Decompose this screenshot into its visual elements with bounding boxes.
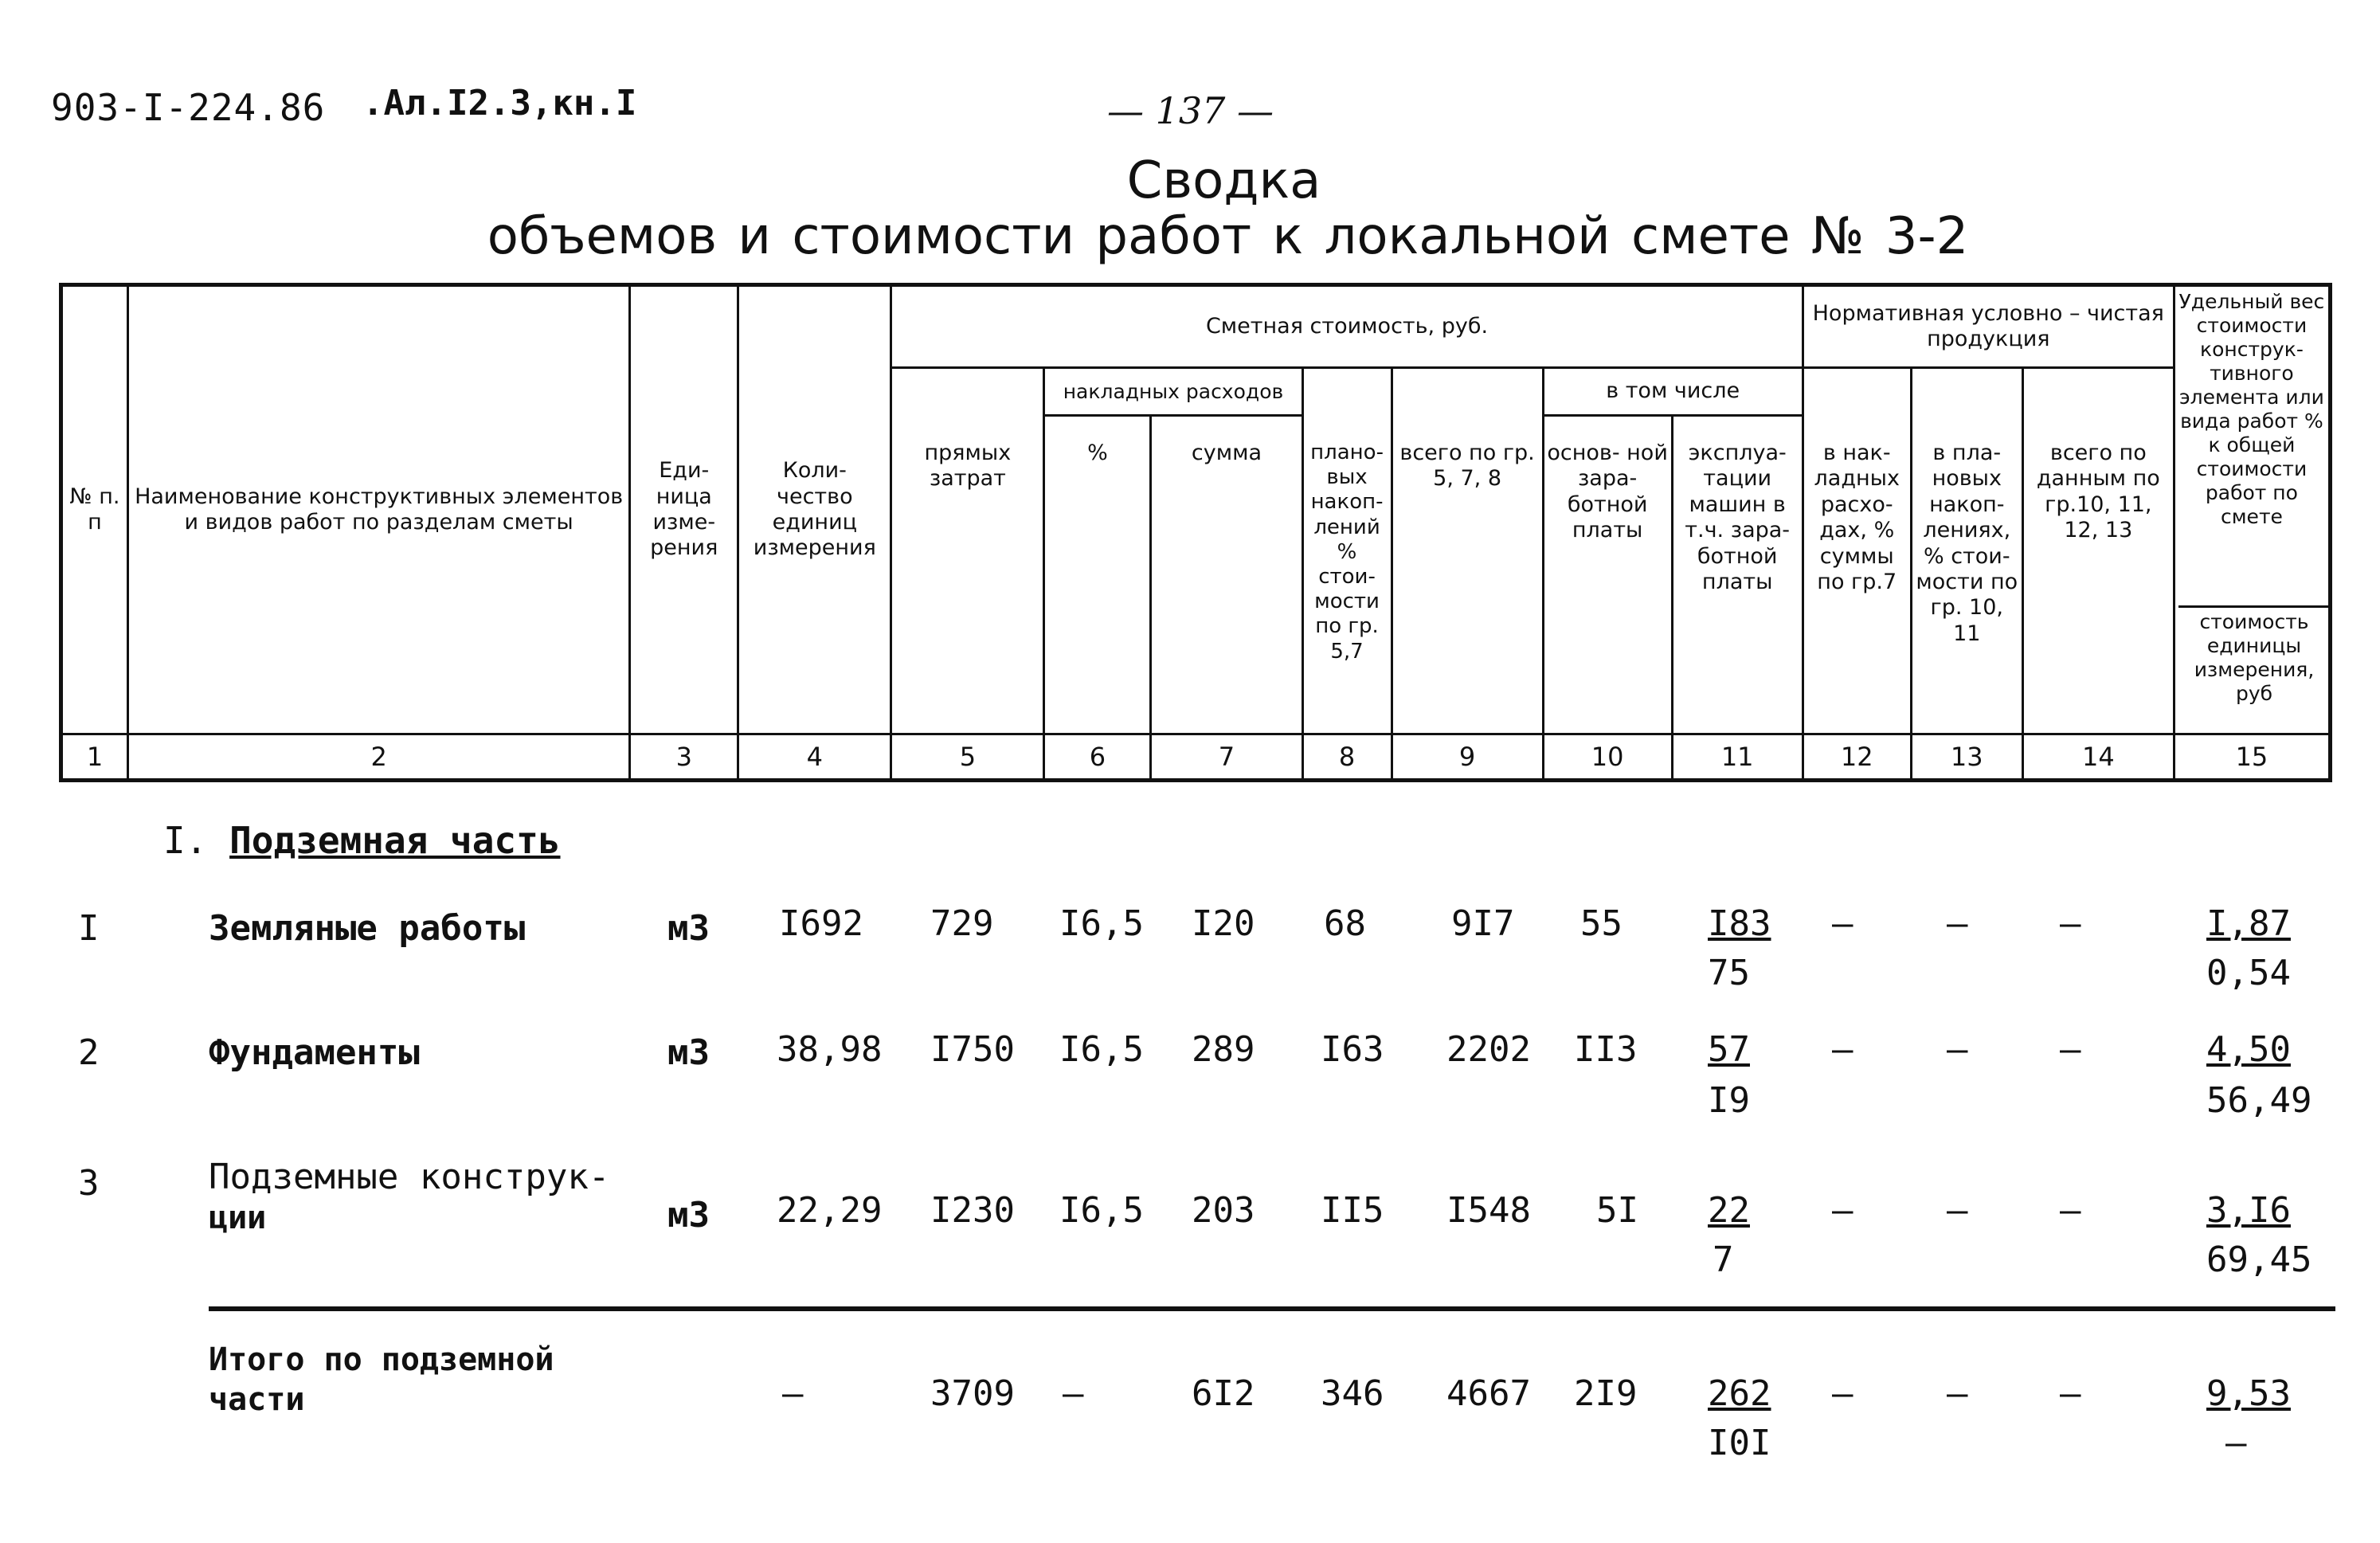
- row-wage: II3: [1574, 1029, 1638, 1070]
- total-overhead-pct: –: [1063, 1373, 1084, 1414]
- page-subtitle: объемов и стоимости работ к локальной смете № 3-2: [487, 207, 1969, 266]
- row-planned: II5: [1321, 1190, 1384, 1231]
- header-col-overhead-pct: %: [1044, 416, 1151, 734]
- row-machines-wage: 75: [1708, 953, 1750, 993]
- row-name-continued: ции: [209, 1200, 267, 1236]
- col-number: 3: [630, 734, 738, 781]
- row-unit: м3: [667, 1195, 710, 1236]
- total-share: 9,53: [2206, 1373, 2291, 1414]
- row-overhead-sum: 289: [1192, 1029, 1255, 1070]
- section-name: Подземная часть: [229, 819, 561, 862]
- header-col-share: Удельный вес стоимости конструк- тивного элемента или вида работ % к общей стоимости работ по смете: [2174, 285, 2330, 734]
- col-number: 12: [1803, 734, 1911, 781]
- col-number: 1: [61, 734, 128, 781]
- row-norm-overhead: –: [1832, 1029, 1854, 1070]
- header-col-norm-planned: в пла- новых накоп- лениях, % стои- мости по гр. 10, 11: [1911, 368, 2022, 734]
- header-col-machines: эксплуа- тации машин в т.ч. зара- ботной платы: [1672, 416, 1803, 734]
- col-number: 6: [1044, 734, 1151, 781]
- col-number: 2: [128, 734, 630, 781]
- col-number: 7: [1151, 734, 1302, 781]
- total-wage: 2I9: [1574, 1373, 1638, 1414]
- total-name: Итого по подземной: [209, 1341, 554, 1378]
- summary-table-header: [59, 283, 2332, 782]
- row-wage: 5I: [1596, 1190, 1638, 1231]
- col-number: 10: [1543, 734, 1672, 781]
- row-number: I: [78, 908, 100, 949]
- total-norm-planned: –: [1947, 1373, 1968, 1414]
- total-machines: 262: [1708, 1373, 1771, 1414]
- row-machines-wage: 7: [1713, 1239, 1734, 1280]
- row-direct: I230: [930, 1190, 1015, 1231]
- header-group-norm: Нормативная условно – чистая продукция: [1803, 285, 2174, 368]
- col-number: 4: [738, 734, 891, 781]
- header-col-wage: основ- ной зара- ботной платы: [1543, 416, 1672, 734]
- col-number: 14: [2022, 734, 2174, 781]
- row-norm-overhead: –: [1832, 903, 1854, 944]
- row-norm-total: –: [2060, 903, 2081, 944]
- total-norm-overhead: –: [1832, 1373, 1854, 1414]
- row-machines-wage: I9: [1708, 1080, 1750, 1121]
- row-direct: I750: [930, 1029, 1015, 1070]
- row-planned: 68: [1324, 903, 1366, 944]
- header-col-overhead-sum: сумма: [1151, 416, 1302, 734]
- row-quantity: 22,29: [777, 1190, 883, 1231]
- header-col-unit: Еди- ница изме- рения: [630, 285, 738, 734]
- section-number: I.: [163, 819, 208, 862]
- row-direct: 729: [930, 903, 994, 944]
- row-total: 2202: [1446, 1029, 1531, 1070]
- total-unit: –: [782, 1373, 804, 1414]
- total-machines-wage: I0I: [1708, 1423, 1771, 1463]
- header-col-quantity: Коли- чество единиц измерения: [738, 285, 891, 734]
- row-norm-planned: –: [1947, 1029, 1968, 1070]
- page-number: — 137 —: [1107, 89, 1274, 132]
- row-overhead-sum: 203: [1192, 1190, 1255, 1231]
- total-overhead-sum: 6I2: [1192, 1373, 1255, 1414]
- total-norm-total: –: [2060, 1373, 2081, 1414]
- row-name: Подземные конструк-: [209, 1157, 610, 1197]
- row-unit: м3: [667, 908, 710, 949]
- header-col-direct: прямых затрат: [891, 368, 1044, 734]
- row-unit-cost: 0,54: [2206, 953, 2291, 993]
- total-unit-cost: –: [2225, 1423, 2247, 1463]
- header-col-number: № п. п: [61, 285, 128, 734]
- row-unit-cost: 69,45: [2206, 1239, 2312, 1280]
- total-total: 4667: [1446, 1373, 1531, 1414]
- col-number: 13: [1911, 734, 2022, 781]
- row-overhead-pct: I6,5: [1059, 1029, 1144, 1070]
- header-group-incl: в том числе: [1543, 368, 1803, 416]
- row-unit-cost: 56,49: [2206, 1080, 2312, 1121]
- row-number: 3: [78, 1163, 100, 1204]
- row-planned: I63: [1321, 1029, 1384, 1070]
- col-number: 15: [2174, 734, 2330, 781]
- row-number: 2: [78, 1032, 100, 1073]
- total-divider: [209, 1306, 2335, 1311]
- row-norm-overhead: –: [1832, 1190, 1854, 1231]
- total-direct: 3709: [930, 1373, 1015, 1414]
- row-norm-planned: –: [1947, 903, 1968, 944]
- header-col-unit-cost: стоимость единицы измерения, руб: [2194, 610, 2315, 705]
- header-col-norm-total: всего по данным по гр.10, 11, 12, 13: [2022, 368, 2174, 734]
- row-overhead-pct: I6,5: [1059, 903, 1144, 944]
- row-quantity: 38,98: [777, 1029, 883, 1070]
- row-machines: I83: [1708, 903, 1771, 944]
- row-wage: 55: [1580, 903, 1623, 944]
- row-name: Фундаменты: [209, 1032, 420, 1073]
- page-title: Сводка: [1126, 151, 1321, 210]
- header-col-norm-overhead: в нак- ладных расхо- дах, % суммы по гр.7: [1803, 368, 1911, 734]
- total-name-continued: части: [209, 1381, 305, 1418]
- header-group-overhead: накладных расходов: [1044, 368, 1302, 416]
- row-total: 9I7: [1451, 903, 1515, 944]
- row-overhead-sum: I20: [1192, 903, 1255, 944]
- row-share: I,87: [2206, 903, 2291, 944]
- row-total: I548: [1446, 1190, 1531, 1231]
- document-code: 903-I-224.86: [51, 86, 326, 129]
- header-col-planned: плано- вых накоп- лений % стои- мости по гр. 5,7: [1302, 368, 1392, 734]
- total-planned: 346: [1321, 1373, 1384, 1414]
- col-number: 8: [1302, 734, 1392, 781]
- row-quantity: I692: [779, 903, 863, 944]
- col-number: 5: [891, 734, 1044, 781]
- row-norm-planned: –: [1947, 1190, 1968, 1231]
- header-group-cost: Сметная стоимость, руб.: [891, 285, 1803, 368]
- row-norm-total: –: [2060, 1190, 2081, 1231]
- document-reference: .Ал.I2.3,кн.I: [362, 83, 637, 123]
- row-unit: м3: [667, 1032, 710, 1073]
- row-name: Земляные работы: [209, 908, 526, 949]
- row-machines: 22: [1708, 1190, 1750, 1231]
- row-share: 4,50: [2206, 1029, 2291, 1070]
- col-number: 11: [1672, 734, 1803, 781]
- row-norm-total: –: [2060, 1029, 2081, 1070]
- row-overhead-pct: I6,5: [1059, 1190, 1144, 1231]
- row-machines: 57: [1708, 1029, 1750, 1070]
- header-col-name: Наименование конструктивных элементов и видов работ по разделам сметы: [128, 285, 630, 734]
- col15-divider: [2178, 605, 2330, 608]
- row-share: 3,I6: [2206, 1190, 2291, 1231]
- section-title: [163, 819, 561, 862]
- col-number: 9: [1392, 734, 1543, 781]
- header-col-total: всего по гр. 5, 7, 8: [1392, 368, 1543, 734]
